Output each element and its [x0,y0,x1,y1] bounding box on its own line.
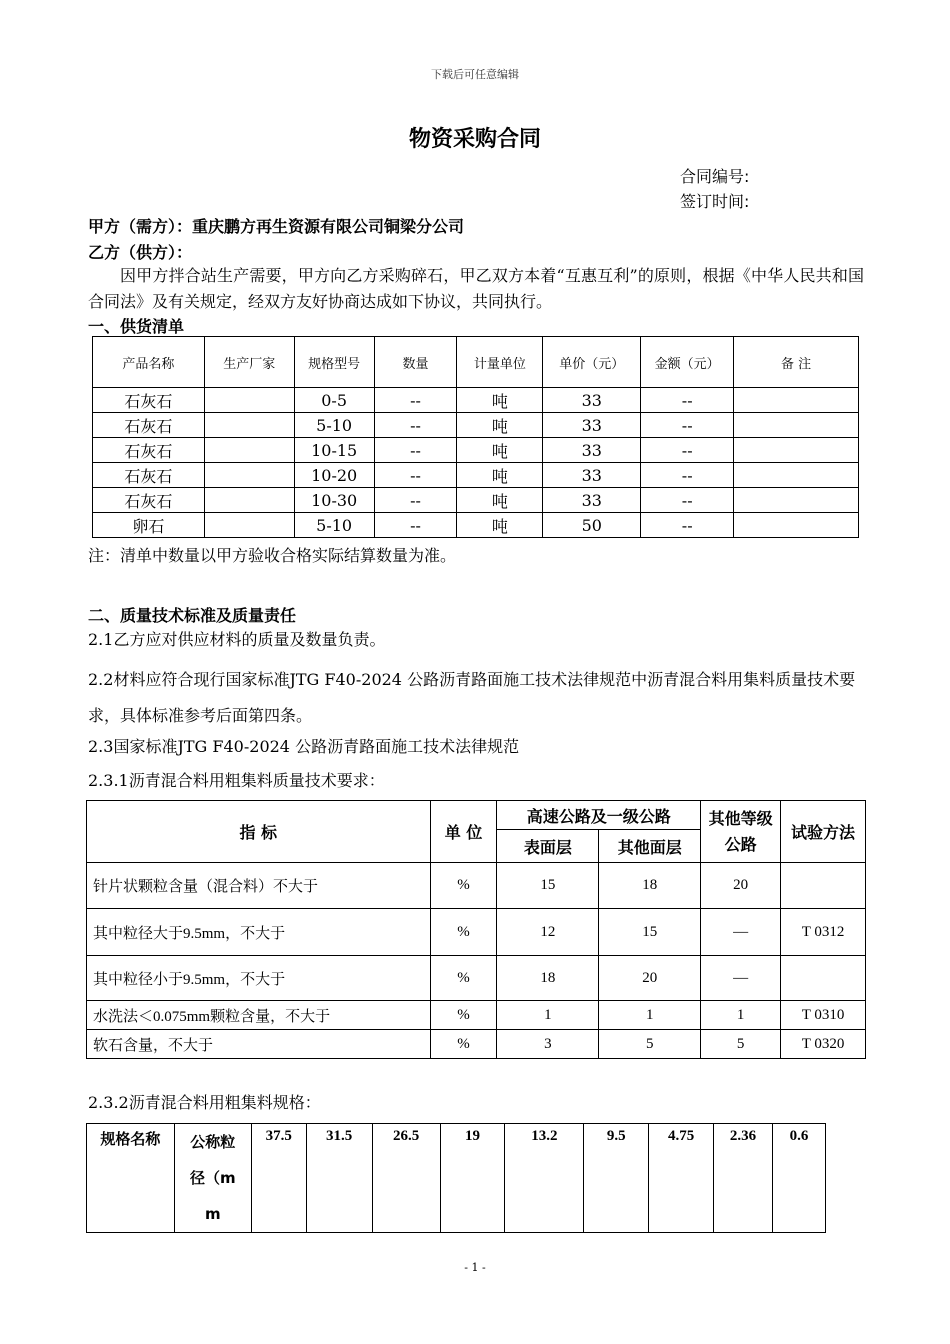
cell: T 0310 [781,1001,866,1030]
clause-2-3-1: 2.3.1沥青混合料用粗集料质量技术要求： [88,771,385,790]
table-row [93,488,859,513]
col-header: 计量单位 [457,337,543,388]
cell [781,863,866,909]
cell: 软石含量，不大于 [87,1030,431,1059]
cell: 18 [599,863,701,909]
cell: 15 [497,863,599,909]
quality-table [86,800,866,1059]
cell: 其中粒径小于9.5mm，不大于 [87,956,431,1001]
size-cell: 13.2 [505,1124,584,1233]
cell: 吨 [457,463,543,488]
table-row [87,909,866,956]
supply-note: 注：清单中数量以甲方验收合格实际结算数量为准。 [88,546,457,565]
cell: 吨 [457,488,543,513]
cell [781,956,866,1001]
cell: -- [641,513,734,538]
cell [734,463,859,488]
col-header: 生产厂家 [204,337,294,388]
cell: -- [641,413,734,438]
col-header: 规格型号 [294,337,374,388]
cell: -- [374,463,457,488]
cell: 20 [599,956,701,1001]
cell: 石灰石 [93,388,205,413]
cell: -- [374,388,457,413]
cell: % [430,956,497,1001]
size-cell: 31.5 [306,1124,372,1233]
cell: 12 [497,909,599,956]
size-cell: 26.5 [372,1124,440,1233]
cell: 15 [599,909,701,956]
col-header: 产品名称 [93,337,205,388]
cell: 3 [497,1030,599,1059]
cell: -- [374,413,457,438]
other-grade-header: 其他等级公路 [701,801,781,863]
cell: 50 [543,513,641,538]
cell: 10-20 [294,463,374,488]
cell [734,413,859,438]
unit-header: 单 位 [430,801,497,863]
header-note: 下载后可任意编辑 [431,68,519,81]
cell: -- [374,488,457,513]
cell: — [701,909,781,956]
cell: 其中粒径大于9.5mm，不大于 [87,909,431,956]
cell [734,513,859,538]
cell: 5 [599,1030,701,1059]
cell: 吨 [457,513,543,538]
table-row [87,1001,866,1030]
cell: 5 [701,1030,781,1059]
col-header: 数量 [374,337,457,388]
cell: 1 [599,1001,701,1030]
table-row [87,863,866,909]
cell: T 0320 [781,1030,866,1059]
cell: 石灰石 [93,438,205,463]
document-title: 物资采购合同 [408,127,541,152]
cell [204,488,294,513]
highway-header: 高速公路及一级公路 [497,801,701,830]
cell: 5-10 [294,513,374,538]
cell: 石灰石 [93,488,205,513]
table-row [93,388,859,413]
cell: 10-15 [294,438,374,463]
cell: 卵石 [93,513,205,538]
cell: 33 [543,413,641,438]
cell: 1 [701,1001,781,1030]
cell [204,463,294,488]
table-row [93,463,859,488]
cell: T 0312 [781,909,866,956]
party-b: 乙方（供方）： [88,243,193,262]
section-2-title: 二、质量技术标准及质量责任 [88,606,297,625]
cell [734,488,859,513]
sign-date-label: 签订时间: [680,192,750,211]
contract-number-label: 合同编号: [680,167,750,186]
cell: % [430,1030,497,1059]
cell: 针片状颗粒含量（混合料）不大于 [87,863,431,909]
intro-paragraph: 因甲方拌合站生产需要，甲方向乙方采购碎石，甲乙双方本着“互惠互利”的原则，根据《中华人民共和国合同法》及有关规定，经双方友好协商达成如下协议，共同执行。 [88,266,864,311]
cell: % [430,1001,497,1030]
cell: 1 [497,1001,599,1030]
cell: 10-30 [294,488,374,513]
col-header: 备 注 [734,337,859,388]
cell [734,438,859,463]
cell: % [430,863,497,909]
size-cell: 4.75 [649,1124,714,1233]
cell: -- [641,463,734,488]
clause-2-3: 2.3国家标准JTG F40-2024 公路沥青路面施工技术法律规范 [88,737,520,756]
size-cell: 2.36 [714,1124,773,1233]
cell: 33 [543,388,641,413]
size-cell: 0.6 [773,1124,826,1233]
cell: — [701,956,781,1001]
cell: 吨 [457,413,543,438]
table-row [93,513,859,538]
cell: -- [641,488,734,513]
cell: -- [641,438,734,463]
spec-name-header: 规格名称 [87,1124,175,1233]
cell: 33 [543,438,641,463]
nominal-size-header: 公称粒径（mm [174,1124,251,1233]
table-row [93,413,859,438]
cell: -- [374,438,457,463]
size-cell: 19 [440,1124,505,1233]
size-cell: 37.5 [251,1124,306,1233]
cell: -- [374,513,457,538]
method-header: 试验方法 [781,801,866,863]
cell: 0-5 [294,388,374,413]
cell: 吨 [457,438,543,463]
cell: 33 [543,488,641,513]
col-header: 单价（元） [543,337,641,388]
table-row [87,1030,866,1059]
cell: 18 [497,956,599,1001]
other-layer-header: 其他面层 [599,830,701,863]
table-row [87,956,866,1001]
indicator-header: 指 标 [87,801,431,863]
clause-2-2: 2.2材料应符合现行国家标准JTG F40-2024 公路沥青路面施工技术法律规范中沥青混合料用集料质量技术要求，具体标准参考后面第四条。 [88,670,856,725]
table-row [93,438,859,463]
cell: % [430,909,497,956]
cell: 石灰石 [93,413,205,438]
size-cell: 9.5 [584,1124,649,1233]
surface-layer-header: 表面层 [497,830,599,863]
cell [204,513,294,538]
cell: 20 [701,863,781,909]
cell: 水洗法＜0.075mm颗粒含量，不大于 [87,1001,431,1030]
section-1-title: 一、供货清单 [88,317,185,336]
cell [204,413,294,438]
party-a: 甲方（需方）：重庆鹏方再生资源有限公司铜梁分公司 [88,217,465,236]
supply-table [92,336,859,538]
page-number: - 1 - [464,1261,486,1274]
clause-2-3-2: 2.3.2沥青混合料用粗集料规格： [88,1093,321,1112]
table-row [87,1124,826,1233]
cell: 33 [543,463,641,488]
spec-table [86,1123,826,1233]
col-header: 金额（元） [641,337,734,388]
cell: 石灰石 [93,463,205,488]
supply-table-header [93,337,859,388]
clause-2-1: 2.1乙方应对供应材料的质量及数量负责。 [88,630,386,649]
cell: -- [641,388,734,413]
cell [204,388,294,413]
cell: 5-10 [294,413,374,438]
cell: 吨 [457,388,543,413]
cell [734,388,859,413]
cell [204,438,294,463]
